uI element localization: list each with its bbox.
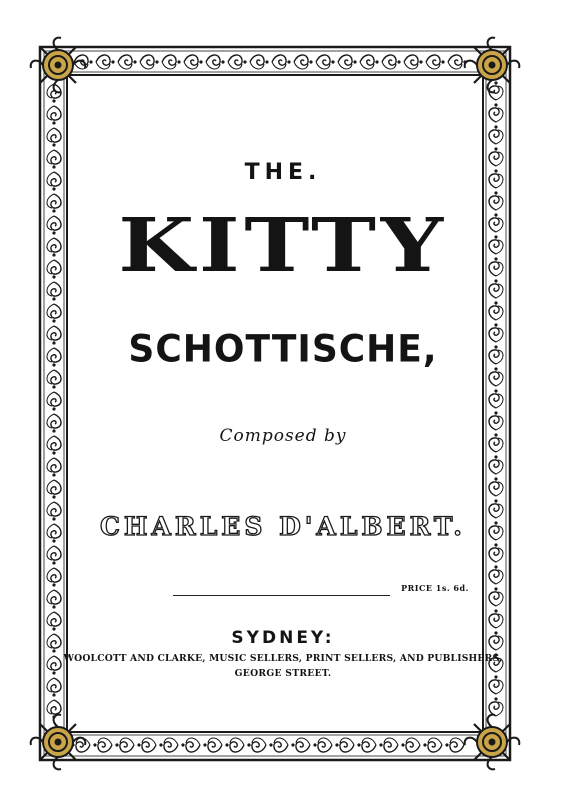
scroll-ornament — [423, 738, 442, 752]
scroll-ornament — [489, 103, 503, 122]
scroll-ornament — [338, 55, 357, 69]
scroll-ornament — [489, 565, 503, 584]
scroll-ornament — [489, 609, 503, 628]
composer-name: CHARLES D'ALBERT. — [100, 512, 466, 541]
scroll-ornament — [313, 738, 332, 752]
scroll-ornament — [426, 55, 445, 69]
scroll-ornament — [162, 55, 181, 69]
price-label: PRICE 1s. 6d. — [401, 583, 469, 593]
subtitle: SCHOTTISCHE, — [128, 327, 438, 372]
scroll-ornament — [489, 301, 503, 320]
scroll-ornament — [47, 458, 61, 477]
scroll-ornament — [47, 546, 61, 565]
scroll-ornament — [489, 81, 503, 100]
scroll-ornament — [489, 697, 503, 716]
scroll-ornament — [47, 106, 61, 125]
scroll-ornament — [269, 738, 288, 752]
scroll-ornament — [335, 738, 354, 752]
scroll-ornament — [47, 370, 61, 389]
publisher-city: SYDNEY: — [231, 628, 335, 648]
publisher-street: GEORGE STREET. — [234, 668, 332, 679]
scroll-ornament — [47, 568, 61, 587]
scroll-ornament — [225, 738, 244, 752]
divider-rule — [173, 595, 390, 596]
scroll-ornament — [96, 55, 115, 69]
scroll-ornament — [291, 738, 310, 752]
scroll-ornament — [489, 587, 503, 606]
scroll-ornament — [489, 477, 503, 496]
scroll-ornament — [118, 55, 137, 69]
scroll-ornament — [203, 738, 222, 752]
main-title: KITTY — [118, 203, 448, 289]
scroll-ornament — [316, 55, 335, 69]
scroll-ornament — [47, 128, 61, 147]
scroll-ornament — [445, 738, 464, 752]
scroll-ornament — [250, 55, 269, 69]
scroll-ornament — [47, 590, 61, 609]
scroll-ornament — [401, 738, 420, 752]
scroll-ornament — [382, 55, 401, 69]
publisher-name: WOOLCOTT AND CLARKE, MUSIC SELLERS, PRINT SELLERS, AND PUBLISHERS, — [63, 653, 503, 664]
scroll-ornament — [489, 543, 503, 562]
scroll-ornament — [489, 125, 503, 144]
composed-by-label: Composed by — [219, 426, 347, 446]
scroll-ornament — [489, 455, 503, 474]
scroll-ornament — [247, 738, 266, 752]
scroll-ornament — [47, 392, 61, 411]
scroll-ornament — [137, 738, 156, 752]
scroll-ornament — [47, 678, 61, 697]
scroll-ornament — [140, 55, 159, 69]
scroll-ornament — [404, 55, 423, 69]
scroll-ornament — [360, 55, 379, 69]
scroll-ornament — [206, 55, 225, 69]
scroll-ornament — [357, 738, 376, 752]
scroll-ornament — [47, 480, 61, 499]
scroll-ornament — [47, 304, 61, 323]
scroll-ornament — [272, 55, 291, 69]
title-the: THE. — [244, 160, 322, 185]
scroll-ornament — [159, 738, 178, 752]
scroll-ornament — [115, 738, 134, 752]
scroll-ornament — [184, 55, 203, 69]
scroll-ornament — [93, 738, 112, 752]
scroll-ornament — [379, 738, 398, 752]
scroll-ornament — [228, 55, 247, 69]
scroll-ornament — [489, 389, 503, 408]
scroll-ornament — [294, 55, 313, 69]
scroll-ornament — [181, 738, 200, 752]
